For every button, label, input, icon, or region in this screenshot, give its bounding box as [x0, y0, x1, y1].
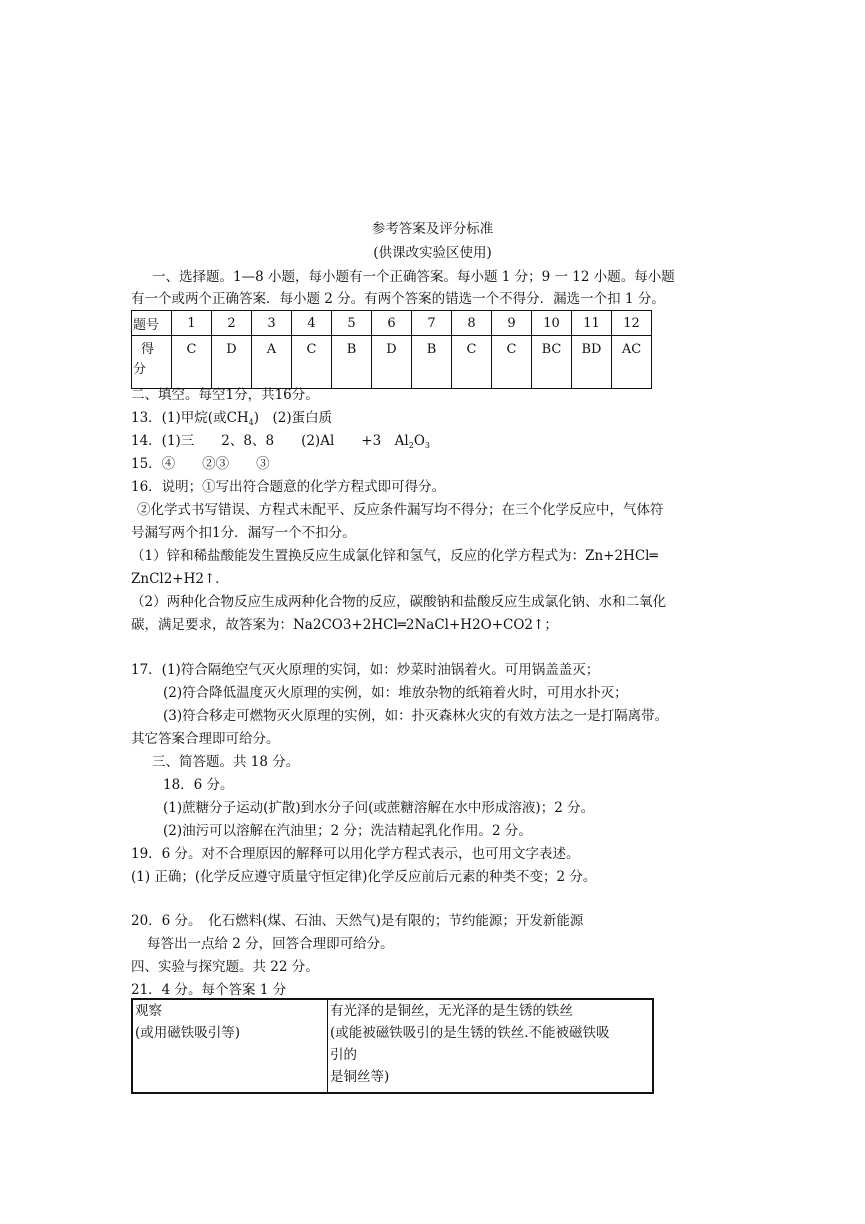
answer-q16-line1: 16．说明；①写出符合题意的化学方程式即可得分。 — [131, 479, 446, 495]
answer-q14-sub2: 3 — [424, 441, 430, 450]
table-number-cell: 6 — [372, 311, 412, 336]
answer-q16-line2: ②化学式书写错误、方程式未配平、反应条件漏写均不得分；在三个化学反应中，气体符 — [137, 502, 664, 518]
answer-q13-a: 13．(1)甲烷(或CH — [131, 410, 249, 426]
answer-q18-line1: 18．6 分。 — [163, 777, 234, 793]
answer-q20-line2: 每答出一点给 2 分，回答合理即可给分。 — [147, 936, 394, 952]
method-line2: (或用磁铁吸引等) — [135, 1025, 241, 1041]
choice-answer-table — [131, 310, 652, 389]
answer-q21-heading: 21．4 分。每个答案 1 分 — [131, 982, 287, 998]
result-line3: 引的 — [330, 1047, 357, 1063]
table-answer-cell: B — [332, 336, 372, 389]
table-label-score — [132, 336, 172, 389]
answer-q14-sub1: 2 — [408, 441, 414, 450]
table-number-cell: 1 — [172, 311, 212, 336]
answer-q16-line3: 号漏写两个扣1分．漏写一个不扣分。 — [131, 525, 356, 541]
table-label-score-a: 得 — [141, 342, 155, 357]
table-answer-cell: C — [452, 336, 492, 389]
table-answer-cell: D — [372, 336, 412, 389]
table-number-cell: 11 — [572, 311, 612, 336]
answer-q14 — [131, 432, 430, 455]
answer-q13-sub: 4 — [248, 418, 254, 427]
table-answer-cell: BC — [532, 336, 572, 389]
table-answer-cell: AC — [612, 336, 652, 389]
answer-q18-line3: (2)油污可以溶解在汽油里；2 分；洗洁精起乳化作用。2 分。 — [163, 823, 532, 839]
result-line4: 是铜丝等) — [330, 1069, 390, 1085]
table-number-cell: 5 — [332, 311, 372, 336]
table-row-numbers — [132, 311, 652, 336]
table-row-answers — [132, 336, 652, 389]
result-cell — [328, 999, 654, 1093]
section2-heading: 二、填空。每空1分，共16分。 — [131, 387, 319, 403]
section1-line1: 一、选择题。1—8 小题，每小题有一个正确答案。每小题 1 分；9 一 12 小题。每小题 — [152, 269, 675, 285]
table-number-cell: 2 — [212, 311, 252, 336]
table-row — [132, 999, 653, 1093]
experiment-answer-table — [131, 998, 654, 1094]
table-answer-cell: D — [212, 336, 252, 389]
table-label-score-b: 分 — [133, 362, 147, 377]
table-number-cell: 3 — [252, 311, 292, 336]
page-subtitle: (供课改实验区使用) — [373, 245, 492, 261]
answer-q15: 15．④ ②③ ③ — [131, 456, 270, 472]
table-number-cell: 7 — [412, 311, 452, 336]
table-number-cell: 4 — [292, 311, 332, 336]
table-answer-cell: B — [412, 336, 452, 389]
result-line2: (或能被磁铁吸引的是生锈的铁丝.不能被磁铁吸 — [330, 1025, 610, 1041]
answer-q14-mid: O — [413, 433, 425, 449]
table-answer-cell: C — [172, 336, 212, 389]
section3-heading: 三、简答题。共 18 分。 — [152, 754, 300, 770]
answer-q13-b: ) (2)蛋白质 — [253, 410, 333, 426]
method-line1: 观察 — [135, 1003, 162, 1019]
table-answer-cell: C — [292, 336, 332, 389]
table-number-cell: 9 — [492, 311, 532, 336]
answer-q14-a: 14．(1)三 2、8、8 (2)Al +3 Al — [131, 433, 409, 449]
answer-q16-line5: ZnCl2+H2↑． — [131, 571, 229, 587]
answer-q17-line4: 其它答案合理即可给分。 — [131, 731, 280, 747]
table-number-cell: 12 — [612, 311, 652, 336]
answer-q20-line1: 20．6 分。 化石燃料(煤、石油、天然气)是有限的；节约能源；开发新能源 — [131, 913, 584, 929]
table-number-cell: 10 — [532, 311, 572, 336]
answer-q19-line2: (1) 正确；(化学反应遵守质量守恒定律)化学反应前后元素的种类不变；2 分。 — [131, 869, 597, 885]
answer-q19-line1: 19．6 分。对不合理原因的解释可以用化学方程式表示，也可用文字表述。 — [131, 846, 580, 862]
answer-q18-line2: (1)蔗糖分子运动(扩散)到水分子问(或蔗糖溶解在水中形成溶液)；2 分。 — [163, 800, 595, 816]
method-cell — [132, 999, 328, 1093]
result-line1: 有光泽的是铜丝，无光泽的是生锈的铁丝 — [330, 1003, 573, 1019]
answer-q17-line1: 17．(1)符合隔绝空气灭火原理的实饲，如：炒菜时油锅着火。可用锅盖盖灭； — [131, 662, 600, 678]
page-title: 参考答案及评分标准 — [371, 221, 494, 237]
table-number-cell: 8 — [452, 311, 492, 336]
answer-q17-line2: (2)符合降低温度灭火原理的实例，如：堆放杂物的纸箱着火时，可用水扑灭； — [163, 685, 628, 701]
table-answer-cell: A — [252, 336, 292, 389]
section1-line2: 有一个或两个正确答案．每小题 2 分。有两个答案的错选一个不得分．漏选一个扣 1 分。 — [131, 291, 665, 307]
section4-heading: 四、实验与探究题。共 22 分。 — [131, 959, 319, 975]
table-answer-cell: C — [492, 336, 532, 389]
answer-q16-line7: 碳，满足要求，故答案为：Na2CO3+2HCl═2NaCl+H2O+CO2↑； — [131, 617, 558, 633]
table-label-number: 题号 — [132, 311, 172, 336]
answer-q13 — [131, 409, 332, 432]
table-answer-cell: BD — [572, 336, 612, 389]
answer-q17-line3: (3)符合移走可燃物灭火原理的实例，如：扑灭森林火灾的有效方法之一是打隔离带。 — [163, 708, 669, 724]
answer-q16-line4: （1）锌和稀盐酸能发生置换反应生成氯化锌和氢气，反应的化学方程式为：Zn+2HCl═ — [131, 548, 658, 564]
answer-q16-line6: （2）两种化合物反应生成两种化合物的反应，碳酸钠和盐酸反应生成氯化钠、水和二氧化 — [131, 594, 667, 610]
